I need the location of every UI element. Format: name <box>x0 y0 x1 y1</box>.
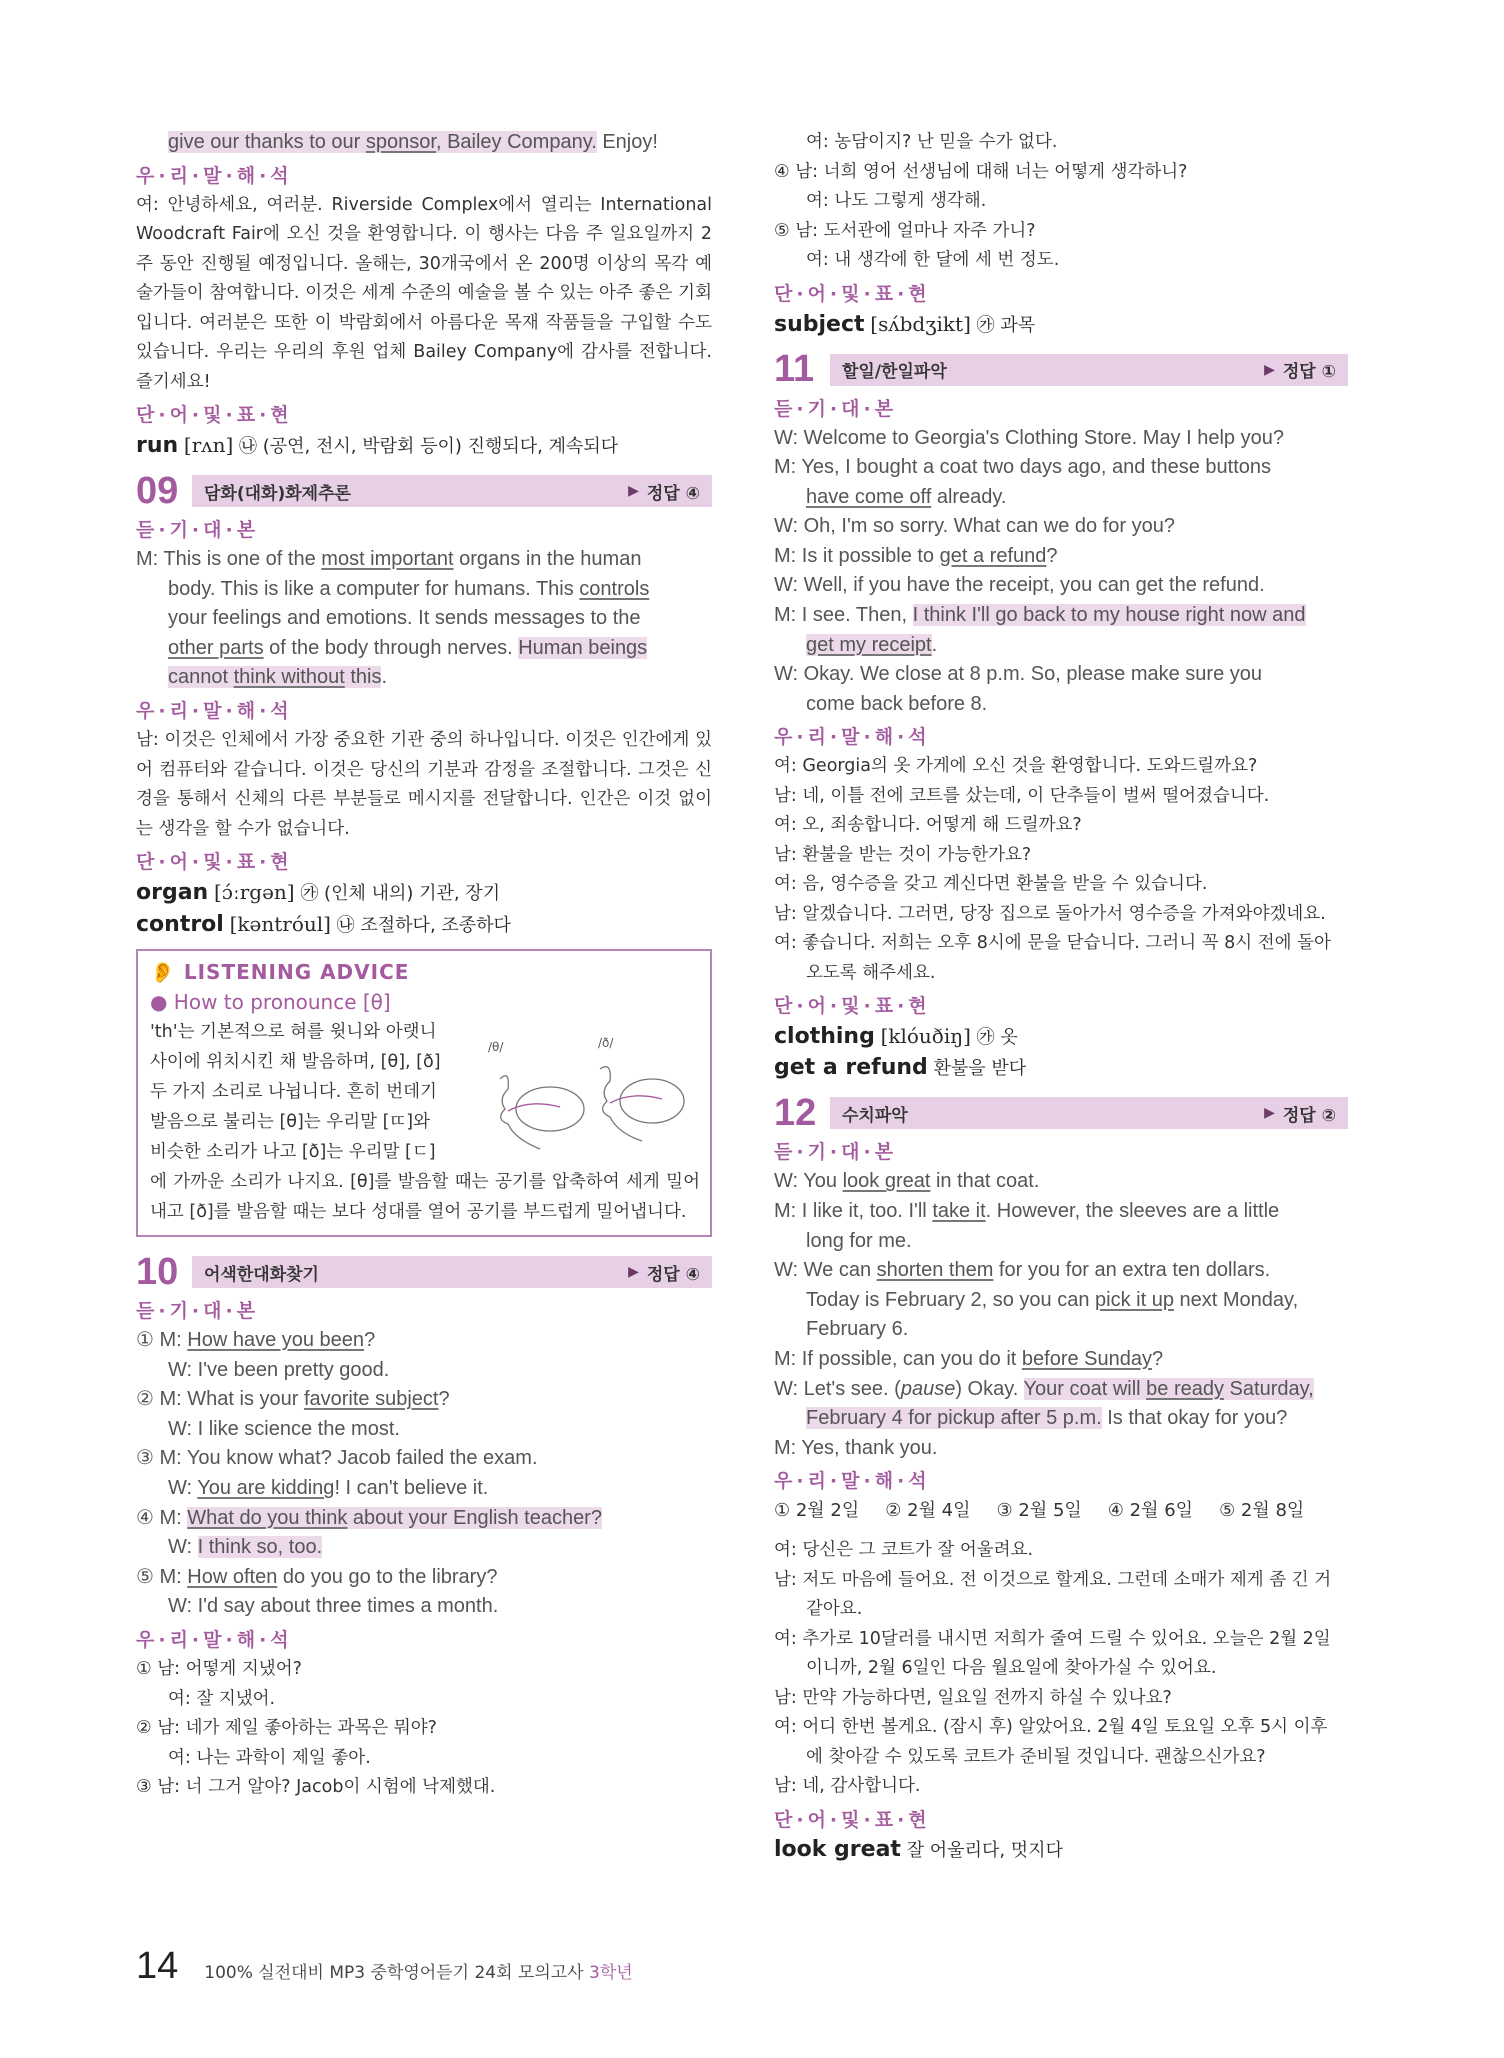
q9-words-label: 단·어·및·표·현 <box>136 851 293 874</box>
q10-script-label: 듣·기·대·본 <box>136 1300 260 1323</box>
q11-translation-label: 우·리·말·해·석 <box>774 726 931 749</box>
q11-answer: 정답 ① <box>1282 362 1336 382</box>
q12-script-label: 듣·기·대·본 <box>774 1141 898 1164</box>
q11-words-label: 단·어·및·표·현 <box>774 995 931 1018</box>
listening-advice-box <box>136 949 712 1237</box>
q10-words-label: 단·어·및·표·현 <box>774 282 931 305</box>
q11-translation: 여: Georgia의 옷 가게에 오신 것을 환영합니다. 도와드릴까요? 남: 네, 이틀 전에 코트를 샀는데, 이 단추들이 벌써 떨어졌습니다. 여: 오, 죄송합니다. 어떻게 해 드릴까요? 남: 환불을 받는 것이 가능한가요? 여: 음, 영수증을 갖고 계신다면 환불을 받을 수 있습니다. 남: 알겠습니다. 그러면, 당장 집으로 돌아가서 영수증을 가져와야겠네요. 여: 좋습니다. 저희는 오후 8시에 문을 닫습니다. 그러니 꼭 8시 전에 돌아 오도록 해주세요. <box>774 756 1331 983</box>
q12-script: W: You look great in that coat. M: I like it, too. I'll take it. However, the sleeves are a little long for me. W: We can shorten them for you for an extra ten dollars. Today is February 2, so you can pick it up next Monday, February 6. M: If possible, can you do it before Sunday? W: Let's see. (pause) Okay. Your coat will be ready Saturday, February 4 for pickup after 5 p.m. Is that okay for you? M: Yes, thank you. <box>774 1170 1314 1459</box>
q12-translation-label: 우·리·말·해·석 <box>774 1470 931 1493</box>
q8-translation-label: 우·리·말·해·석 <box>136 164 293 187</box>
ear-icon: 👂 <box>150 960 176 985</box>
q10-script: ① M: How have you been? W: I've been pretty good. ② M: What is your favorite subject? W: I like science the most. ③ M: You know what? Jacob failed the exam. W: You are kidding! I can't believe it. ④ M: What do you think about your English teacher? W: I think so, too. ⑤ M: How often do you go to the library? W: I'd say about three times a month. <box>136 1329 602 1618</box>
svg-text:/ð/: /ð/ <box>598 1036 614 1051</box>
triangle-icon: ▶ <box>1264 361 1275 378</box>
advice-line-1: 'th'는 기본적으로 혀를 윗니와 아랫니 <box>150 1022 437 1043</box>
q11-number: 11 <box>774 348 815 390</box>
q12-header <box>774 1091 1348 1134</box>
q10-number: 10 <box>136 1250 179 1293</box>
triangle-icon: ▶ <box>628 483 639 500</box>
q9-script: M: This is one of the most important organs in the human body. This is like a computer for humans. This controls your feelings and emotions. It sends messages to the other parts of the body through nerves. Human beings cannot think without this. <box>136 548 650 689</box>
q9-answer: 정답 ④ <box>646 483 700 504</box>
q10-translation-right: 여: 농담이지? 난 믿을 수가 없다. ④ 남: 너희 영어 선생님에 대해 너는 어떻게 생각하니? 여: 나도 그렇게 생각해. ⑤ 남: 도서관에 얼마나 자주 가니? 여: 내 생각에 한 달에 세 번 정도. <box>774 132 1188 270</box>
q9-title-bar <box>192 475 712 507</box>
page-footer <box>136 1945 633 1988</box>
advice-subtitle: ● How to pronounce [θ] <box>150 990 391 1015</box>
q12-answer: 정답 ② <box>1282 1105 1336 1126</box>
q10-header <box>136 1250 712 1293</box>
q11-header <box>774 348 1348 390</box>
left-column <box>136 128 712 1803</box>
q9-vocab-1: organ [ɔ́ːrgən] ㉮ (인체 내의) 기관, 장기 <box>136 880 501 906</box>
q9-vocab-2: control [kəntróul] ㉯ 조절하다, 조종하다 <box>136 912 511 938</box>
advice-tail: 에 가까운 소리가 나지요. [θ]를 발음할 때는 공기를 압축하여 세게 밀어내고 [ð]를 발음할 때는 보다 성대를 열어 공기를 부드럽게 밀어냅니다. <box>150 1172 700 1223</box>
q12-words-label: 단·어·및·표·현 <box>774 1808 931 1831</box>
q12-vocab: look great 잘 어울리다, 멋지다 <box>774 1836 1063 1862</box>
q11-script-label: 듣·기·대·본 <box>774 397 898 420</box>
q12-translation: 여: 당신은 그 코트가 잘 어울려요. 남: 저도 마음에 들어요. 전 이것으로 할게요. 그런데 소매가 제게 좀 긴 거 같아요. 여: 추가로 10달러를 내시면 저희가 줄여 드릴 수 있어요. 오늘은 2월 2일 이니까, 2월 6일인 다음 월요일에 찾아가실 수 있어요. 남: 만약 가능하다면, 일요일 전까지 하실 수 있나요? 여: 어디 한번 볼게요. (잠시 후) 알았어요. 2월 4일 토요일 오후 5시 이후 에 찾아갈 수 있도록 코트가 준비될 것입니다. 괜찮으신가요? 남: 네, 감사합니다. <box>774 1540 1332 1797</box>
q11-vocab-2: get a refund 환불을 받다 <box>774 1055 1027 1081</box>
q10-title-bar <box>192 1256 712 1288</box>
q12-options: ① 2월 2일 ② 2월 4일 ③ 2월 5일 ④ 2월 6일 ⑤ 2월 8일 <box>774 1500 1305 1522</box>
q12-number: 12 <box>774 1091 817 1134</box>
q11-script: W: Welcome to Georgia's Clothing Store. May I help you? M: Yes, I bought a coat two days ago, and these buttons have come off already. W: Oh, I'm so sorry. What can we do for you? M: Is it possible to get a refund? W: Well, if you have the receipt, you can get the refund. M: I see. Then, I think I'll go back to my house right now and get my receipt. W: Okay. We close at 8 p.m. So, please make sure you come back before 8. <box>774 426 1306 715</box>
triangle-icon: ▶ <box>628 1264 639 1281</box>
q11-title-bar <box>830 354 1348 386</box>
advice-line-5: 비슷한 소리가 나고 [ð]는 우리말 [ㄷ] <box>150 1142 436 1163</box>
advice-line-2: 사이에 위치시킨 채 발음하며, [θ], [ð] <box>150 1052 441 1073</box>
mouth-diagram-icon <box>480 1029 690 1179</box>
advice-line-4: 발음으로 불리는 [θ]는 우리말 [ㄸ]와 <box>150 1112 431 1133</box>
q11-vocab-1: clothing [klóuðiŋ] ㉮ 옷 <box>774 1024 1018 1050</box>
q8-words-label: 단·어·및·표·현 <box>136 404 293 427</box>
right-column <box>774 128 1348 1866</box>
listening-advice-title: 👂 LISTENING ADVICE <box>150 960 410 985</box>
advice-line-3: 두 가지 소리로 나뉩니다. 흔히 번데기 <box>150 1082 437 1103</box>
q9-translation-label: 우·리·말·해·석 <box>136 700 293 723</box>
q9-number: 09 <box>136 469 179 512</box>
q9-script-label: 듣·기·대·본 <box>136 519 260 542</box>
q10-vocab: subject [sʌ́bdʒikt] ㉮ 과목 <box>774 311 1036 337</box>
q10-translation-left: ① 남: 어떻게 지냈어? 여: 잘 지냈어. ② 남: 네가 제일 좋아하는 과목은 뭐야? 여: 나는 과학이 제일 좋아. ③ 남: 너 그거 알아? Jacob이 시험에 낙제했대. <box>136 1659 496 1797</box>
q11-title: 할일/한일파악 <box>842 362 947 382</box>
q8-translation: 여: 안녕하세요, 여러분. Riverside Complex에서 열리는 International Woodcraft Fair에 오신 것을 환영합니다. 이 행사는 다음 주 일요일까지 2주 동안 진행될 예정입니다. 올해는, 30개국에서 온 200명 이상의 목각 예술가들이 참여합니다. 이것은 세계 수준의 예술을 볼 수 있는 아주 좋은 기회입니다. 여러분은 또한 이 박람회에서 아름다운 목재 작품들을 구입할 수도 있습니다. 우리는 우리의 후원 업체 Bailey Company에 감사를 전합니다. 즐기세요! <box>136 194 712 392</box>
q8-script-tail: give our thanks to our sponsor, Bailey Company. Enjoy! <box>168 131 658 153</box>
q12-title: 수치파악 <box>842 1105 908 1126</box>
triangle-icon: ▶ <box>1264 1105 1275 1122</box>
q9-translation: 남: 이것은 인체에서 가장 중요한 기관 중의 하나입니다. 이것은 인간에게 있어 컴퓨터와 같습니다. 이것은 당신의 기분과 감정을 조절합니다. 그것은 신경을 통해서 신체의 다른 부분들로 메시지를 전달합니다. 인간은 이것 없이는 생각을 할 수가 없습니다. <box>136 730 712 839</box>
q8-vocab: run [rʌn] ㉯ (공연, 전시, 박람회 등이) 진행되다, 계속되다 <box>136 433 619 459</box>
q9-title: 담화(대화)화제추론 <box>204 483 351 504</box>
q10-translation-label: 우·리·말·해·석 <box>136 1629 293 1651</box>
page-number: 14 <box>136 1945 179 1987</box>
svg-text:/θ/: /θ/ <box>488 1040 504 1055</box>
q10-title: 어색한대화찾기 <box>204 1264 319 1285</box>
q12-title-bar <box>830 1097 1348 1129</box>
book-title: 100% 실전대비 MP3 중학영어듣기 24회 모의고사 3학년 <box>204 1963 633 1983</box>
q10-answer: 정답 ④ <box>646 1264 700 1285</box>
q9-header <box>136 469 712 512</box>
